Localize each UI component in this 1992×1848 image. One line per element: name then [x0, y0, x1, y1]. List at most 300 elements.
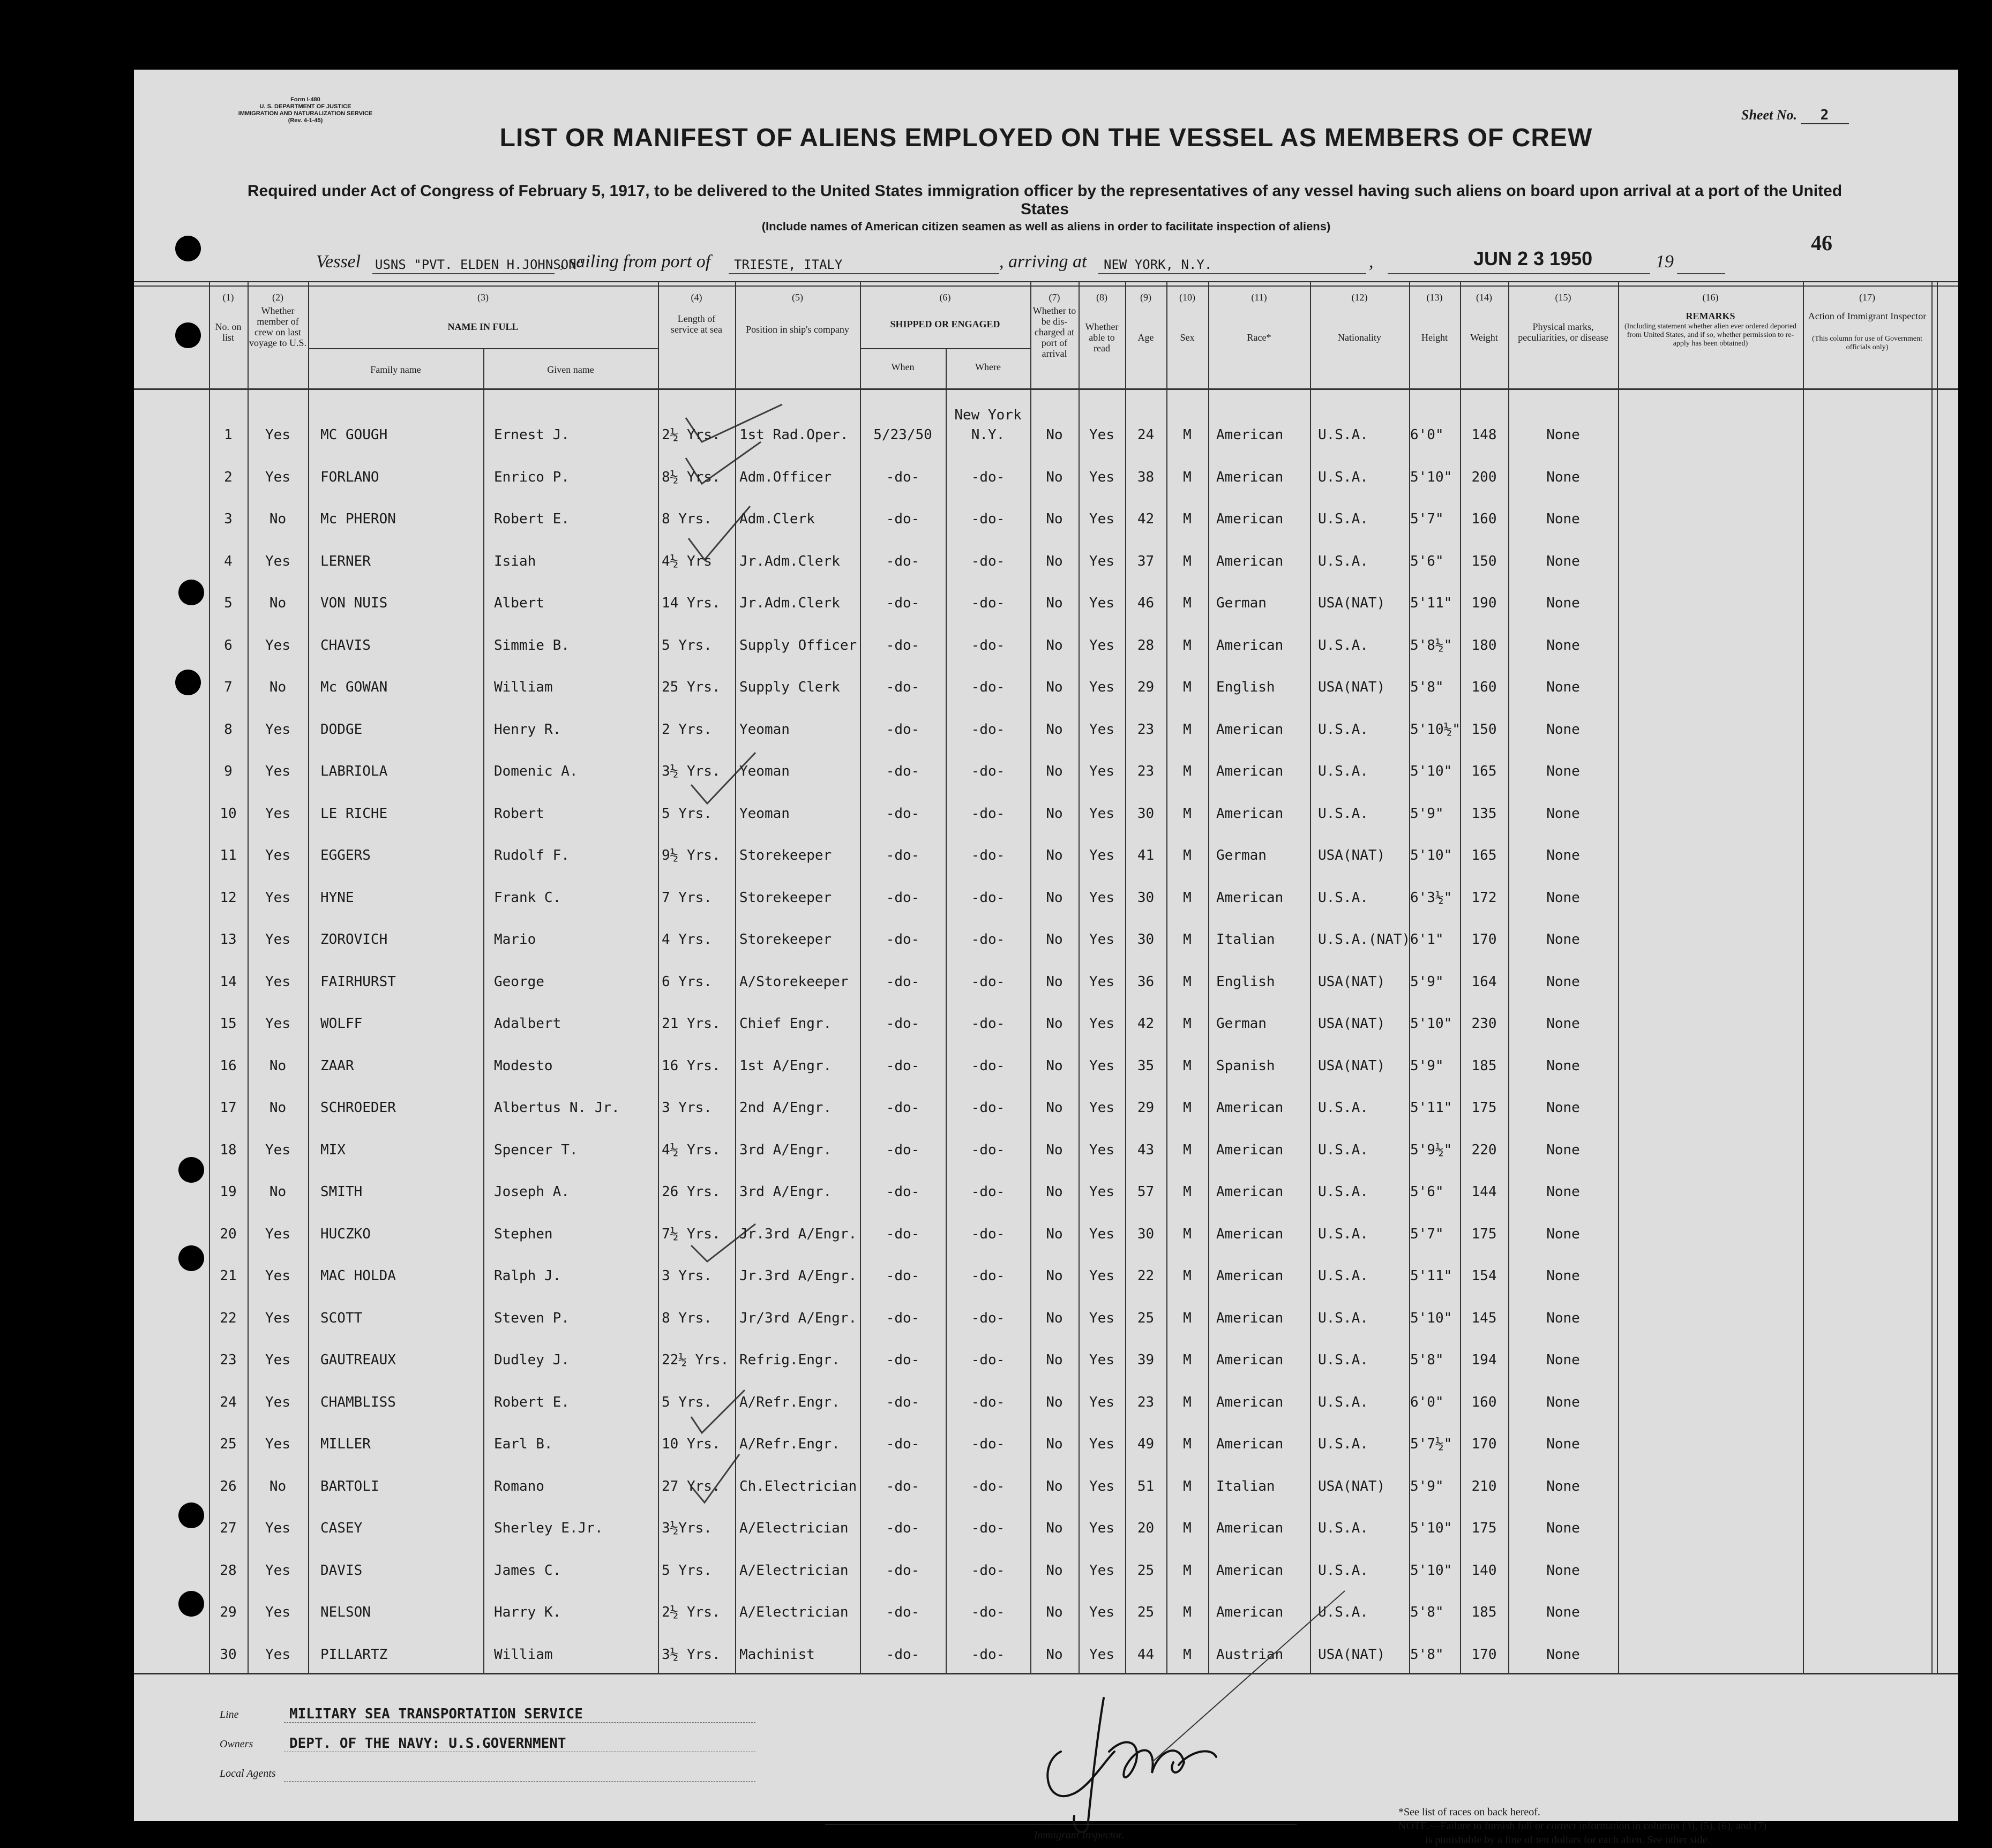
- cell-marks: None: [1546, 1226, 1580, 1242]
- cell-age: 30: [1137, 805, 1155, 822]
- cell-when: -do-: [886, 1436, 920, 1452]
- cell-when: -do-: [886, 1226, 920, 1242]
- owners-value: DEPT. OF THE NAVY: U.S.GOVERNMENT: [289, 1736, 566, 1752]
- cell-race: American: [1216, 1604, 1284, 1620]
- cell-position: Supply Officer: [739, 637, 857, 653]
- cell-nationality: U.S.A.: [1318, 763, 1368, 779]
- cell-weight: 220: [1471, 1141, 1497, 1158]
- cell-weight: 140: [1471, 1562, 1497, 1579]
- cell-height: 5'10": [1410, 1016, 1452, 1032]
- binder-hole: [175, 236, 201, 261]
- cell-nationality: U.S.A.: [1318, 1141, 1368, 1158]
- cell-no: 23: [220, 1352, 237, 1368]
- cell-sex: M: [1183, 973, 1192, 990]
- cell-when: -do-: [886, 1352, 920, 1368]
- cell-discharge: No: [1046, 1394, 1063, 1410]
- cell-nationality: U.S.A.: [1318, 805, 1368, 822]
- cell-no: 29: [220, 1604, 237, 1620]
- cell-last: Yes: [265, 637, 290, 653]
- cell-read: Yes: [1089, 1436, 1114, 1452]
- cell-when: 5/23/50: [873, 427, 932, 443]
- cell-marks: None: [1546, 1604, 1580, 1620]
- cell-weight: 190: [1471, 595, 1497, 611]
- cell-given: William: [494, 679, 553, 695]
- col-number-2: (2): [272, 292, 283, 303]
- binder-hole: [175, 670, 201, 695]
- cell-no: 8: [224, 721, 233, 738]
- cell-age: 37: [1137, 553, 1155, 569]
- cell-position: 1st A/Engr.: [739, 1057, 832, 1074]
- vessel-label: Vessel: [316, 252, 361, 272]
- cell-service: 16 Yrs.: [662, 1057, 721, 1074]
- cell-sex: M: [1183, 1100, 1192, 1116]
- cell-nationality: U.S.A.: [1318, 721, 1368, 738]
- header-name-in-full: NAME IN FULL: [447, 321, 519, 332]
- cell-nationality: U.S.A.: [1318, 1352, 1368, 1368]
- cell-height: 6'3½": [1410, 889, 1452, 906]
- cell-when: -do-: [886, 1562, 920, 1579]
- cell-height: 5'10": [1410, 1310, 1452, 1326]
- cell-nationality: USA(NAT): [1318, 847, 1386, 863]
- cell-when: -do-: [886, 1268, 920, 1284]
- cell-nationality: U.S.A.: [1318, 1520, 1368, 1536]
- header-weight: Weight: [1470, 332, 1498, 343]
- binder-hole: [178, 1503, 204, 1528]
- cell-sex: M: [1183, 763, 1192, 779]
- cell-where-top: New York: [954, 407, 1022, 423]
- cell-when: -do-: [886, 1310, 920, 1326]
- cell-no: 5: [224, 595, 233, 611]
- crew-row: [134, 1298, 1958, 1336]
- cell-read: Yes: [1089, 1141, 1114, 1158]
- cell-marks: None: [1546, 1184, 1580, 1200]
- cell-marks: None: [1546, 1057, 1580, 1074]
- year-label: 19: [1656, 252, 1674, 272]
- cell-family: SCOTT: [320, 1310, 363, 1326]
- cell-sex: M: [1183, 847, 1192, 863]
- cell-age: 42: [1137, 511, 1155, 527]
- cell-service: 10 Yrs.: [662, 1436, 721, 1452]
- cell-weight: 175: [1471, 1226, 1497, 1242]
- cell-read: Yes: [1089, 889, 1114, 906]
- cell-race: German: [1216, 595, 1267, 611]
- cell-family: MIX: [320, 1141, 346, 1158]
- header-family-name: Family name: [370, 364, 421, 375]
- cell-height: 5'10½": [1410, 721, 1461, 738]
- cell-age: 23: [1137, 1394, 1155, 1410]
- cell-where: -do-: [971, 721, 1005, 738]
- cell-race: American: [1216, 469, 1284, 485]
- cell-weight: 185: [1471, 1057, 1497, 1074]
- cell-weight: 170: [1471, 1646, 1497, 1663]
- cell-position: Jr.Adm.Clerk: [739, 595, 840, 611]
- header-given-name: Given name: [547, 364, 594, 375]
- cell-family: LE RICHE: [320, 805, 388, 822]
- cell-read: Yes: [1089, 1562, 1114, 1579]
- cell-age: 20: [1137, 1520, 1155, 1536]
- cell-when: -do-: [886, 1478, 920, 1494]
- header-age: Age: [1137, 332, 1154, 343]
- cell-given: James C.: [494, 1562, 561, 1579]
- cell-marks: None: [1546, 1520, 1580, 1536]
- cell-where: -do-: [971, 1310, 1005, 1326]
- cell-discharge: No: [1046, 553, 1063, 569]
- cell-height: 5'9": [1410, 973, 1444, 990]
- cell-nationality: U.S.A.: [1318, 553, 1368, 569]
- cell-family: HUCZKO: [320, 1226, 371, 1242]
- cell-nationality: USA(NAT): [1318, 1646, 1386, 1663]
- cell-discharge: No: [1046, 427, 1063, 443]
- cell-age: 42: [1137, 1016, 1155, 1032]
- cell-marks: None: [1546, 931, 1580, 948]
- cell-height: 5'8": [1410, 1604, 1444, 1620]
- cell-marks: None: [1546, 1562, 1580, 1579]
- cell-last: Yes: [265, 1141, 290, 1158]
- crew-row: [134, 1214, 1958, 1252]
- cell-weight: 180: [1471, 637, 1497, 653]
- cell-service: 2½ Yrs.: [662, 1604, 721, 1620]
- cell-read: Yes: [1089, 637, 1114, 653]
- cell-age: 38: [1137, 469, 1155, 485]
- col-number-16: (16): [1702, 292, 1719, 303]
- cell-discharge: No: [1046, 1520, 1063, 1536]
- cell-race: American: [1216, 1310, 1284, 1326]
- cell-family: Mc GOWAN: [320, 679, 388, 695]
- cell-last: Yes: [265, 847, 290, 863]
- cell-service: 9½ Yrs.: [662, 847, 721, 863]
- cell-last: Yes: [265, 1604, 290, 1620]
- cell-sex: M: [1183, 1141, 1192, 1158]
- cell-no: 9: [224, 763, 233, 779]
- cell-when: -do-: [886, 1184, 920, 1200]
- cell-when: -do-: [886, 595, 920, 611]
- cell-age: 35: [1137, 1057, 1155, 1074]
- cell-position: Jr.3rd A/Engr.: [739, 1226, 857, 1242]
- cell-height: 6'1": [1410, 931, 1444, 948]
- cell-given: Dudley J.: [494, 1352, 570, 1368]
- crew-row: [134, 962, 1958, 1000]
- cell-position: Storekeeper: [739, 847, 832, 863]
- service-name: IMMIGRATION AND NATURALIZATION SERVICE: [238, 110, 373, 117]
- cell-height: 5'11": [1410, 1100, 1452, 1116]
- header-no-on-list: No. on list: [215, 321, 242, 343]
- cell-age: 43: [1137, 1141, 1155, 1158]
- cell-position: Jr.3rd A/Engr.: [739, 1268, 857, 1284]
- cell-when: -do-: [886, 1016, 920, 1032]
- header-inspector-action: Action of Immigrant Inspector: [1808, 311, 1927, 321]
- cell-family: LABRIOLA: [320, 763, 388, 779]
- cell-given: Modesto: [494, 1057, 553, 1074]
- cell-no: 26: [220, 1478, 237, 1494]
- cell-marks: None: [1546, 721, 1580, 738]
- cell-height: 5'9½": [1410, 1141, 1452, 1158]
- cell-given: Joseph A.: [494, 1184, 570, 1200]
- cell-read: Yes: [1089, 595, 1114, 611]
- cell-service: 7½ Yrs.: [662, 1226, 721, 1242]
- cell-when: -do-: [886, 1141, 920, 1158]
- cell-height: 5'11": [1410, 595, 1452, 611]
- cell-position: Chief Engr.: [739, 1016, 832, 1032]
- col-number-14: (14): [1476, 292, 1492, 303]
- cell-family: PILLARTZ: [320, 1646, 388, 1663]
- cell-race: American: [1216, 889, 1284, 906]
- cell-last: Yes: [265, 1310, 290, 1326]
- binder-hole: [178, 1591, 204, 1617]
- cell-family: CASEY: [320, 1520, 363, 1536]
- cell-position: Adm.Officer: [739, 469, 832, 485]
- cell-nationality: U.S.A.: [1318, 1100, 1368, 1116]
- cell-race: American: [1216, 427, 1284, 443]
- cell-age: 36: [1137, 973, 1155, 990]
- cell-nationality: USA(NAT): [1318, 679, 1386, 695]
- cell-no: 18: [220, 1141, 237, 1158]
- cell-discharge: No: [1046, 805, 1063, 822]
- cell-discharge: No: [1046, 1562, 1063, 1579]
- cell-where: -do-: [971, 1141, 1005, 1158]
- crew-row: [134, 457, 1958, 495]
- cell-last: Yes: [265, 1394, 290, 1410]
- crew-row: [134, 1592, 1958, 1630]
- cell-discharge: No: [1046, 1226, 1063, 1242]
- header-remarks-note: (Including statement whether alien ever ordered deported from United States, and if so, whether permission to re-apply has been obtained): [1624, 322, 1797, 348]
- cell-given: Romano: [494, 1478, 544, 1494]
- cell-position: Adm.Clerk: [739, 511, 815, 527]
- cell-height: 5'6": [1410, 1184, 1444, 1200]
- cell-marks: None: [1546, 1100, 1580, 1116]
- cell-sex: M: [1183, 637, 1192, 653]
- cell-marks: None: [1546, 1016, 1580, 1032]
- cell-marks: None: [1546, 1268, 1580, 1284]
- crew-row: [134, 1172, 1958, 1210]
- cell-service: 8½ Yrs.: [662, 469, 721, 485]
- cell-where: -do-: [971, 1646, 1005, 1663]
- cell-when: -do-: [886, 1520, 920, 1536]
- cell-race: American: [1216, 1226, 1284, 1242]
- cell-no: 30: [220, 1646, 237, 1663]
- cell-family: SMITH: [320, 1184, 363, 1200]
- cell-position: 3rd A/Engr.: [739, 1141, 832, 1158]
- cell-when: -do-: [886, 1646, 920, 1663]
- cell-discharge: No: [1046, 1268, 1063, 1284]
- col-number-7: (7): [1049, 292, 1060, 303]
- cell-sex: M: [1183, 1057, 1192, 1074]
- cell-where: -do-: [971, 1562, 1005, 1579]
- cell-discharge: No: [1046, 721, 1063, 738]
- cell-sex: M: [1183, 1184, 1192, 1200]
- cell-no: 17: [220, 1100, 237, 1116]
- cell-family: ZOROVICH: [320, 931, 388, 948]
- crew-row: [134, 667, 1958, 705]
- cell-service: 22½ Yrs.: [662, 1352, 729, 1368]
- cell-nationality: U.S.A.: [1318, 1226, 1368, 1242]
- cell-sex: M: [1183, 931, 1192, 948]
- binder-hole: [178, 1245, 204, 1271]
- cell-where: -do-: [971, 1352, 1005, 1368]
- cell-sex: M: [1183, 1310, 1192, 1326]
- cell-nationality: U.S.A.: [1318, 1184, 1368, 1200]
- cell-where: -do-: [971, 1057, 1005, 1074]
- cell-nationality: U.S.A.: [1318, 427, 1368, 443]
- handwritten-page-number: 46: [1811, 231, 1832, 255]
- cell-marks: None: [1546, 427, 1580, 443]
- cell-no: 19: [220, 1184, 237, 1200]
- cell-position: A/Electrician: [739, 1562, 849, 1579]
- crew-row: [134, 794, 1958, 831]
- cell-marks: None: [1546, 595, 1580, 611]
- cell-nationality: USA(NAT): [1318, 1057, 1386, 1074]
- cell-service: 3 Yrs.: [662, 1268, 712, 1284]
- cell-weight: 170: [1471, 1436, 1497, 1452]
- cell-no: 12: [220, 889, 237, 906]
- cell-where: -do-: [971, 637, 1005, 653]
- cell-sex: M: [1183, 553, 1192, 569]
- cell-height: 6'0": [1410, 1394, 1444, 1410]
- cell-marks: None: [1546, 805, 1580, 822]
- crew-row: [134, 1383, 1958, 1420]
- cell-marks: None: [1546, 637, 1580, 653]
- cell-weight: 230: [1471, 1016, 1497, 1032]
- cell-no: 25: [220, 1436, 237, 1452]
- cell-race: Italian: [1216, 1478, 1275, 1494]
- cell-nationality: U.S.A.: [1318, 1604, 1368, 1620]
- cell-position: A/Electrician: [739, 1604, 849, 1620]
- cell-where: -do-: [971, 1268, 1005, 1284]
- cell-no: 22: [220, 1310, 237, 1326]
- crew-row: [134, 1256, 1958, 1294]
- cell-read: Yes: [1089, 469, 1114, 485]
- cell-nationality: USA(NAT): [1318, 1478, 1386, 1494]
- cell-given: Sherley E.Jr.: [494, 1520, 603, 1536]
- cell-service: 2½ Yrs.: [662, 427, 721, 443]
- cell-where: -do-: [971, 1478, 1005, 1494]
- cell-read: Yes: [1089, 763, 1114, 779]
- header-last-voyage: Whether member of crew on last voyage to U.S.: [249, 305, 306, 348]
- cell-race: American: [1216, 1141, 1284, 1158]
- cell-weight: 164: [1471, 973, 1497, 990]
- cell-discharge: No: [1046, 973, 1063, 990]
- cell-family: MC GOUGH: [320, 427, 388, 443]
- cell-race: American: [1216, 763, 1284, 779]
- cell-discharge: No: [1046, 595, 1063, 611]
- manifest-sheet: [134, 70, 1958, 1846]
- cell-race: Austrian: [1216, 1646, 1284, 1663]
- header-shipped-or-engaged: SHIPPED OR ENGAGED: [890, 319, 1000, 329]
- cell-given: Robert: [494, 805, 544, 822]
- cell-given: Robert E.: [494, 511, 570, 527]
- cell-service: 4½ Yrs.: [662, 1141, 721, 1158]
- cell-discharge: No: [1046, 511, 1063, 527]
- include-note: (Include names of American citizen seamen as well as aliens in order to facilitate inspection of aliens): [761, 220, 1331, 233]
- cell-read: Yes: [1089, 1057, 1114, 1074]
- cell-position: Yeoman: [739, 763, 790, 779]
- cell-marks: None: [1546, 679, 1580, 695]
- cell-marks: None: [1546, 469, 1580, 485]
- cell-weight: 175: [1471, 1100, 1497, 1116]
- cell-where: -do-: [971, 1394, 1005, 1410]
- col-number-10: (10): [1179, 292, 1195, 303]
- cell-service: 5 Yrs.: [662, 1394, 712, 1410]
- cell-sex: M: [1183, 469, 1192, 485]
- cell-age: 25: [1137, 1310, 1155, 1326]
- cell-read: Yes: [1089, 1310, 1114, 1326]
- cell-given: Domenic A.: [494, 763, 578, 779]
- cell-no: 4: [224, 553, 233, 569]
- col-number-15: (15): [1555, 292, 1571, 303]
- cell-last: Yes: [265, 1352, 290, 1368]
- penalty-note-line-1: NOTE.—Failure to furnish full or correct information in columns (3), (5), (6), and (7): [1398, 1820, 1767, 1832]
- crew-row: [134, 499, 1958, 537]
- cell-age: 25: [1137, 1604, 1155, 1620]
- cell-weight: 145: [1471, 1310, 1497, 1326]
- cell-marks: None: [1546, 1478, 1580, 1494]
- cell-when: -do-: [886, 847, 920, 863]
- cell-weight: 154: [1471, 1268, 1497, 1284]
- cell-service: 3½ Yrs.: [662, 763, 721, 779]
- cell-no: 2: [224, 469, 233, 485]
- vessel-line: Vessel USNS "PVT. ELDEN H.JOHNSON" , sailing from port of TRIESTE, ITALY , arriving at NEW YORK, N.Y. , JUN 2 3 1950 19: [316, 252, 1913, 284]
- sailing-port: TRIESTE, ITALY: [734, 257, 843, 272]
- form-revision: (Rev. 4-1-45): [288, 117, 323, 124]
- cell-nationality: USA(NAT): [1318, 1016, 1386, 1032]
- cell-family: CHAMBLISS: [320, 1394, 396, 1410]
- cell-sex: M: [1183, 1478, 1192, 1494]
- cell-when: -do-: [886, 1394, 920, 1410]
- cell-weight: 170: [1471, 931, 1497, 948]
- cell-where: -do-: [971, 1016, 1005, 1032]
- cell-discharge: No: [1046, 889, 1063, 906]
- crew-row: [134, 836, 1958, 873]
- cell-where: -do-: [971, 1100, 1005, 1116]
- cell-read: Yes: [1089, 1646, 1114, 1663]
- crew-row: [134, 407, 1958, 453]
- header-nationality: Nationality: [1338, 332, 1381, 343]
- cell-age: 30: [1137, 1226, 1155, 1242]
- cell-position: Refrig.Engr.: [739, 1352, 840, 1368]
- cell-read: Yes: [1089, 1184, 1114, 1200]
- cell-service: 14 Yrs.: [662, 595, 721, 611]
- cell-family: MILLER: [320, 1436, 371, 1452]
- crew-row: [134, 1088, 1958, 1125]
- cell-age: 29: [1137, 1100, 1155, 1116]
- cell-given: Steven P.: [494, 1310, 570, 1326]
- cell-no: 16: [220, 1057, 237, 1074]
- cell-age: 39: [1137, 1352, 1155, 1368]
- cell-nationality: U.S.A.: [1318, 1268, 1368, 1284]
- cell-given: George: [494, 973, 544, 990]
- cell-position: 3rd A/Engr.: [739, 1184, 832, 1200]
- header-race: Race*: [1247, 332, 1271, 343]
- cell-marks: None: [1546, 847, 1580, 863]
- cell-family: BARTOLI: [320, 1478, 379, 1494]
- cell-marks: None: [1546, 1352, 1580, 1368]
- sailing-label: , sailing from port of: [560, 252, 711, 272]
- cell-last: No: [269, 595, 287, 611]
- sheet-number-value: 2: [1801, 107, 1849, 124]
- header-where: Where: [975, 362, 1001, 372]
- manifest-footer: [134, 1687, 1958, 1846]
- cell-read: Yes: [1089, 1352, 1114, 1368]
- cell-discharge: No: [1046, 1100, 1063, 1116]
- cell-nationality: U.S.A.: [1318, 469, 1368, 485]
- cell-marks: None: [1546, 763, 1580, 779]
- col-number-6: (6): [939, 292, 951, 303]
- cell-service: 8 Yrs.: [662, 1310, 712, 1326]
- cell-service: 5 Yrs.: [662, 637, 712, 653]
- cell-given: Frank C.: [494, 889, 561, 906]
- cell-service: 21 Yrs.: [662, 1016, 721, 1032]
- crew-row: [134, 1130, 1958, 1168]
- cell-position: A/Electrician: [739, 1520, 849, 1536]
